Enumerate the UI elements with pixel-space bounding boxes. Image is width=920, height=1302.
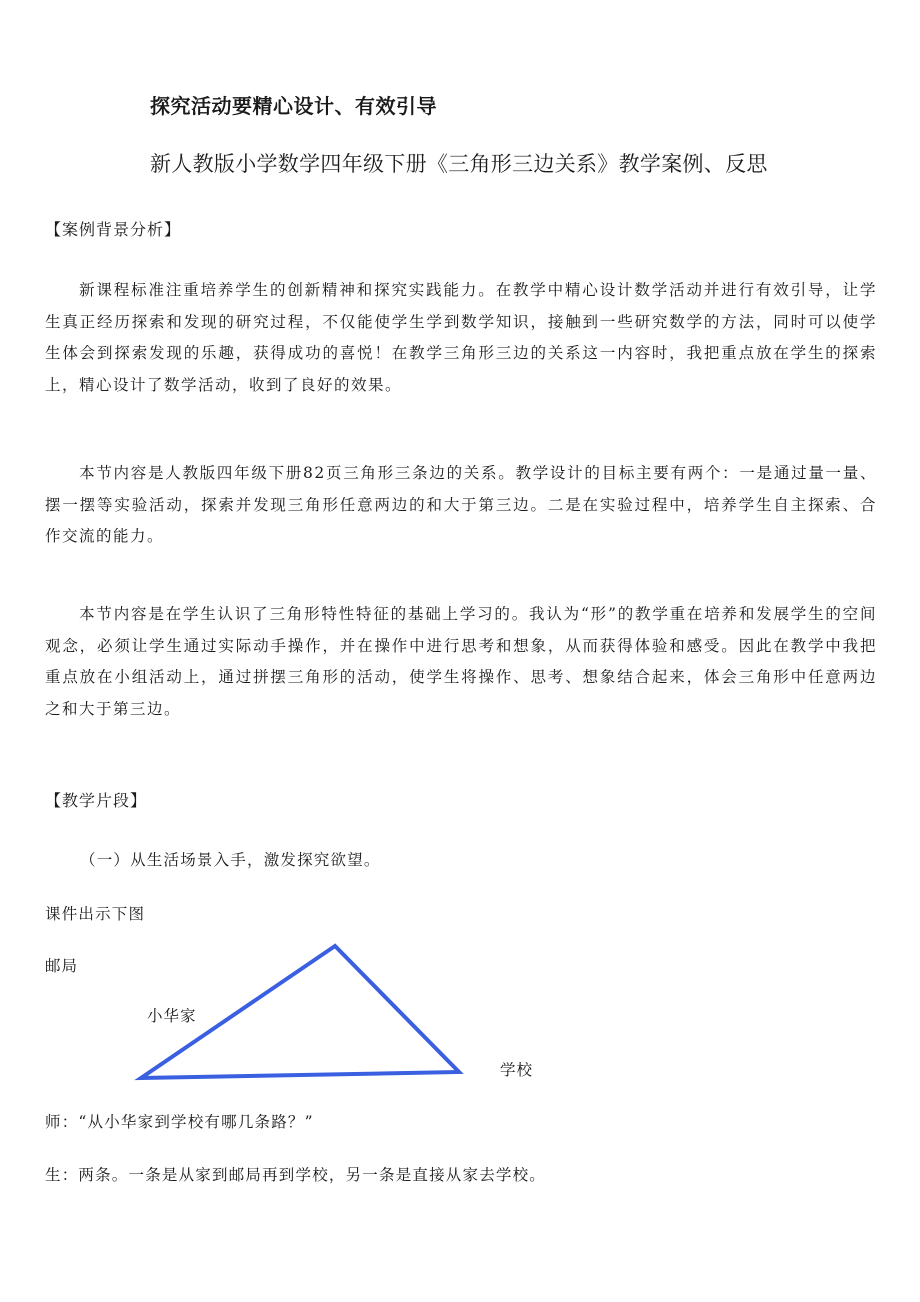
teacher-question: 师：“从小华家到学校有哪几条路？” <box>45 1113 314 1131</box>
courseware-note: 课件出示下图 <box>45 905 146 923</box>
step-one-heading: （一）从生活场景入手，激发探究欲望。 <box>80 851 381 869</box>
student-answer: 生：两条。一条是从家到邮局再到学校，另一条是直接从家去学校。 <box>45 1166 547 1184</box>
document-title: 探究活动要精心设计、有效引导 <box>150 94 437 118</box>
paragraph-2: 本节内容是人教版四年级下册82页三角形三条边的关系。教学设计的目标主要有两个：一是通过量一量、摆一摆等实验活动，探索并发现三角形任意两边的和大于第三边。二是在实验过程中，培养学生自主探索、合作交流的能力。 <box>45 464 877 545</box>
paragraph-1: 新课程标准注重培养学生的创新精神和探究实践能力。在教学中精心设计数学活动并进行有效引导，让学生真正经历探索和发现的研究过程，不仅能使学生学到数学知识，接触到一些研究数学的方法，同时可以使学生体会到探索发现的乐趣，获得成功的喜悦！在教学三角形三边的关系这一内容时，我把重点放在学生的探索上，精心设计了数学活动，收到了良好的效果。 <box>45 281 877 394</box>
label-school: 学校 <box>500 1061 534 1079</box>
paragraph-3: 本节内容是在学生认识了三角形特性特征的基础上学习的。我认为“形”的教学重在培养和发展学生的空间观念，必须让学生通过实际动手操作，并在操作中进行思考和想象，从而获得体验和感受。因此在教学中我把重点放在小组活动上，通过拼摆三角形的活动，使学生将操作、思考、想象结合起来，体会三角形中任意两边之和大于第三边。 <box>45 605 877 718</box>
label-home: 小华家 <box>147 1007 197 1025</box>
document-subtitle: 新人教版小学数学四年级下册《三角形三边关系》教学案例、反思 <box>150 152 768 176</box>
section-heading-background: 【案例背景分析】 <box>45 220 182 239</box>
label-post-office: 邮局 <box>45 957 79 975</box>
section-heading-teaching: 【教学片段】 <box>45 791 148 810</box>
